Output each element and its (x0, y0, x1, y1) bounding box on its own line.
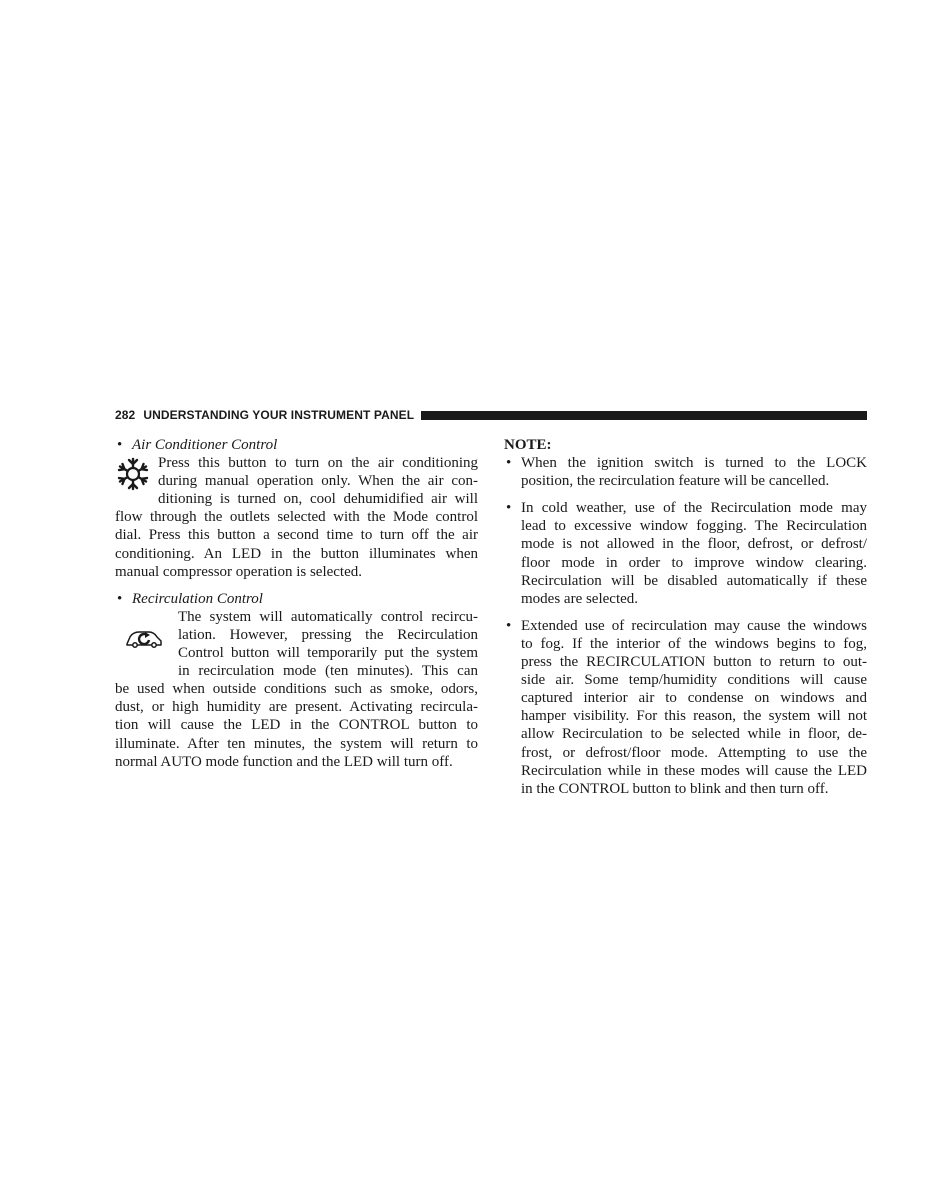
note-line: captured interior air to condense on windows and (521, 690, 867, 707)
ac-line: flow through the outlets selected with the Mode control (115, 509, 478, 526)
recirc-line: tion will cause the LED in the CONTROL button to (115, 717, 478, 734)
note-line: position, the recirculation feature will be cancelled. (521, 473, 830, 490)
note-line: lead to excessive window fogging. The Recirculation (521, 518, 867, 535)
note-line: hamper visibility. For this reason, the system will not (521, 708, 867, 725)
recirc-line: The system will automatically control recircu- (178, 608, 478, 625)
note-label: NOTE: (504, 437, 552, 453)
recirc-line: Control button will temporarily put the system (178, 645, 478, 662)
bullet-dot: • (506, 617, 512, 634)
left-column (115, 436, 478, 771)
snowflake-icon (115, 456, 151, 492)
note-line: When the ignition switch is turned to the LOCK (521, 455, 867, 472)
note-item (504, 617, 867, 798)
recirc-line: be used when outside conditions such as smoke, odors, (115, 681, 478, 698)
bullet-dot: • (117, 437, 123, 453)
recirc-line: dust, or high humidity are present. Activating recircula- (115, 699, 478, 716)
bullet-dot: • (506, 500, 512, 517)
note-line: side air. Some temp/humidity conditions will cause (521, 672, 867, 689)
note-line: In cold weather, use of the Recirculation mode may (521, 500, 867, 517)
note-line: to fog. If the interior of the windows begins to fog, (521, 635, 867, 652)
ac-line: manual compressor operation is selected. (115, 563, 363, 580)
header-rule (421, 411, 867, 420)
note-item (504, 499, 867, 608)
recirc-line: illuminate. After ten minutes, the system will return to (115, 735, 478, 752)
recirc-line: lation. However, pressing the Recirculation (178, 626, 478, 643)
recirc-line: normal AUTO mode function and the LED will turn off. (115, 753, 453, 770)
recirc-title: Recirculation Control (132, 590, 263, 607)
ac-title: Air Conditioner Control (132, 437, 278, 453)
recirc-line: in recirculation mode (ten minutes). This can (178, 663, 478, 680)
recirculation-icon (125, 628, 163, 650)
note-line: in the CONTROL button to blink and then turn off. (521, 780, 829, 797)
bullet-dot: • (506, 455, 512, 472)
note-line: Recirculation while in these modes will cause the LED (521, 762, 867, 779)
recirc-section (115, 590, 478, 771)
note-line: frost, or defrost/floor mode. Attempting to use the (521, 744, 867, 761)
ac-line: dial. Press this button a second time to turn off the air (115, 527, 478, 544)
ac-line: during manual operation only. When the air con- (158, 473, 478, 490)
section-title: UNDERSTANDING YOUR INSTRUMENT PANEL (143, 408, 415, 422)
note-line: allow Recirculation to be selected while in floor, de- (521, 726, 867, 743)
page-number: 282 (115, 408, 136, 422)
ac-line: ditioning is turned on, cool dehumidified air will (158, 491, 478, 508)
note-line: mode is not allowed in the floor, defrost, or defrost/ (521, 536, 867, 553)
note-line: Extended use of recirculation may cause the windows (521, 617, 867, 634)
ac-heading (115, 436, 478, 454)
note-item (504, 454, 867, 490)
ac-line: conditioning. An LED in the button illuminates when (115, 545, 478, 562)
note-line: modes are selected. (521, 590, 639, 607)
bullet-dot: • (117, 590, 123, 607)
ac-section (115, 436, 478, 581)
note-line: Recirculation will be disabled automatically if these (521, 572, 867, 589)
ac-line: Press this button to turn on the air conditioning (158, 455, 478, 472)
recirc-heading (115, 590, 478, 608)
page-header (115, 407, 867, 423)
note-line: press the RECIRCULATION button to return to out- (521, 654, 867, 671)
note-line: floor mode in order to improve window clearing. (521, 554, 867, 571)
right-column (504, 436, 867, 798)
